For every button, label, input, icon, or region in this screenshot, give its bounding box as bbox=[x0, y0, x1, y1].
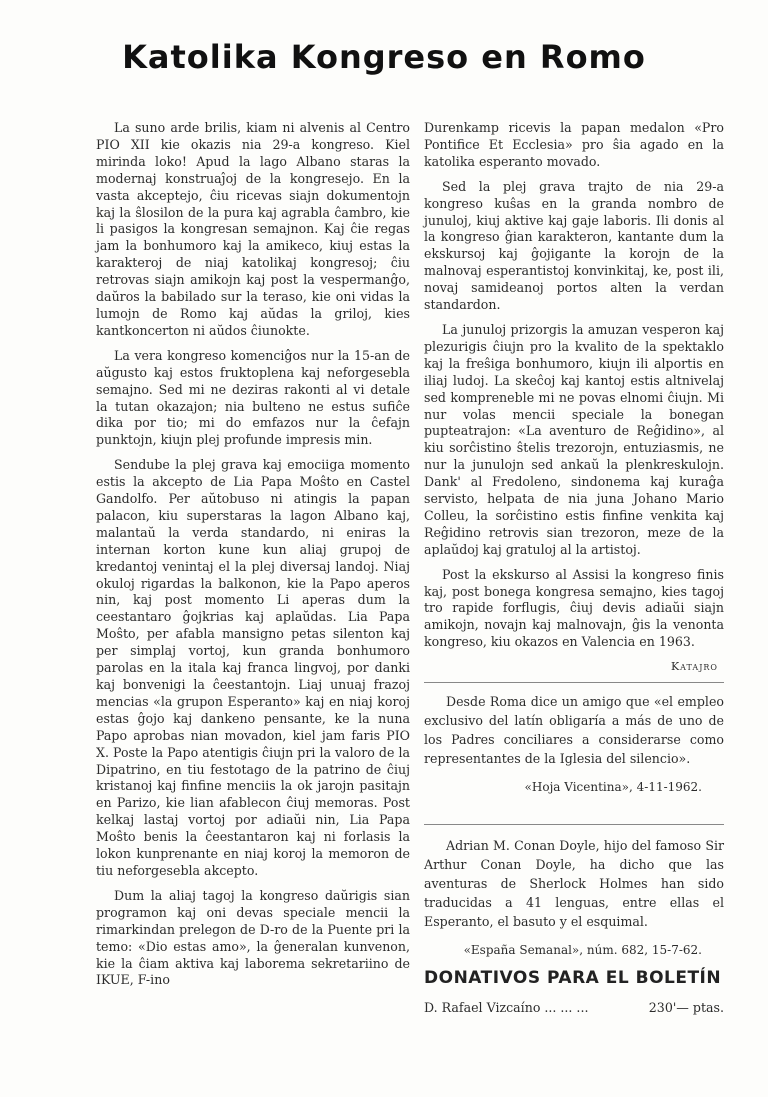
article-paragraph: Durenkamp ricevis la papan medalon «Pro Pontifice Et Ecclesia» pro ŝia agado en la katolika esperanto movado. bbox=[424, 120, 724, 169]
note-text: Desde Roma dice un amigo que «el empleo exclusivo del latín obligaría a más de uno de los Padres conciliares a considerarse como representantes de la Iglesia del silencio». bbox=[424, 694, 724, 766]
donation-amount: 230'— ptas. bbox=[648, 1000, 724, 1015]
note-conan-doyle bbox=[424, 836, 724, 960]
note-roma bbox=[424, 692, 724, 797]
article-paragraph: Dum la aliaj tagoj la kongreso daŭrigis sian programon kaj oni devas speciale mencii la rimarkindan prelegon de D-ro de la Puente pri la temo: «Dio estas amo», la ĝeneralan kunvenon, kie la ĉiam aktiva kaj laborema sekretariino de IKUE, F-ino bbox=[96, 887, 410, 988]
donation-row bbox=[424, 1000, 724, 1015]
article-paragraph: La junuloj prizorgis la amuzan vesperon kaj plezurigis ĉiujn pro la kvalito de la spektaklo kaj la freŝiga bonhumoro, kiujn ili alportis en iliaj ludoj. La skeĉoj kaj kantoj estis altnivelaj sed kompreneble mi ne povas elnomi ĉiujn. Mi nur volas mencii speciale la bonegan pupteatrajon: «La aventuro de Reĝidino», al kiu sorĉistino ŝtelis trezorojn, entuziasmis, ne nur la junulojn sed ankaŭ la plenkreskulojn. Dank' al Fredoleno, sindonema kaj kuraĝa servisto, helpata de nia juna Johano Mario Colleu, la sorĉistino estis finfine venkita kaj Reĝidino retrovis sian trezoron, meze de la aplaŭdoj kaj gratuloj al la artistoj. bbox=[424, 321, 724, 557]
note-text: Adrian M. Conan Doyle, hijo del famoso Sir Arthur Conan Doyle, ha dicho que las aventuras de Sherlock Holmes han sido traducidas a 41 lenguas, entre ellas el Esperanto, el basuto y el esquimal. bbox=[424, 838, 724, 929]
article-left-column bbox=[96, 120, 410, 997]
article-paragraph: La vera kongreso komenciĝos nur la 15-an de aŭgusto kaj estos fruktoplena kaj neforgesebla semajno. Sed mi ne deziras rakonti al vi detale la tutan okazajon; nia bulteno ne estus sufiĉe dika por tio; mi do emfazos nur la ĉefajn punktojn, kiujn plej profunde impresis min. bbox=[96, 347, 410, 448]
donations-heading: DONATIVOS PARA EL BOLETÍN bbox=[424, 968, 722, 988]
divider bbox=[424, 682, 724, 683]
article-paragraph: Sed la plej grava trajto de nia 29-a kongreso kuŝas en la granda nombro de junuloj, kiuj aktive kaj gaje laboris. Ili donis al la kongreso ĝian karakteron, kantante dum la ekskursoj kaj ĝojigante la korojn de la malnovaj esperantistoj konvinkitaj, ke, post ili, novaj samideanoj portos alten la verdan standardon. bbox=[424, 178, 724, 313]
donor-name: D. Rafael Vizcaíno ... ... ... bbox=[424, 1000, 589, 1015]
article-right-column bbox=[424, 120, 724, 676]
divider bbox=[424, 824, 724, 825]
article-paragraph: Post la ekskurso al Assisi la kongreso finis kaj, post bonega kongresa semajno, kies tagoj tro rapide forflugis, ĉiuj devis adiaŭi siajn amikojn, novajn kaj malnovajn, ĝis la venonta kongreso, kiu okazos en Valencia en 1963. bbox=[424, 566, 724, 650]
article-signature: Katajro bbox=[670, 660, 718, 674]
article-paragraph: La suno arde brilis, kiam ni alvenis al Centro PIO XII kie okazis nia 29-a kongreso. Kiel mirinda loko! Apud la lago Albano staras la modernaj konstruaĵoj de la kongresejo. En la vasta akceptejo, ĉiu ricevas siajn dokumentojn kaj la ŝlosilon de la pura kaj agrabla ĉambro, kie li pasigos la kongresan semajnon. Kaj ĉie regas jam la bonhumoro kaj la amikeco, kiuj estas la karakteroj de niaj katolikaj kongresoj; ĉiu retrovas siajn amikojn kaj post la vespermanĝo, daŭros la babilado sur la teraso, kie oni vidas la lumojn de Romo kaj aŭdas la griloj, kies kantkoncerton ni aŭdos ĉiunokte. bbox=[96, 120, 410, 338]
article-paragraph: Sendube la plej grava kaj emociiga momento estis la akcepto de Lia Papa Moŝto en Castel Gandolfo. Per aŭtobuso ni atingis la papan palacon, kiu superstaras la lagon Albano kaj, malantaŭ la verda standardo, ni eniras la internan korton kune kun aliaj grupoj de kredantoj venintaj el la plej diversaj landoj. Niaj okuloj rigardas la balkonon, kie la Papo aperos nin, kaj post momento Li aperas dum la ceestantaro ĝojkrias kaj aplaŭdas. Lia Papa Moŝto, per afabla mansigno petas silenton kaj per simplaj vortoj, kun granda bonhumoro parolas en la itala kaj franca lingvoj, por danki kaj bonvenigi la ĉeestantojn. Liaj unuaj frazoj mencias «la grupon Esperanto» kaj en niaj koroj estas ĝojo kaj dankeno pensante, ke la nuna Papo aprobas nian movadon, kiel jam faris PIO X. Poste la Papo atentigis ĉiujn pri la valoro de la Dipatrino, en tiu festotago de la patrino de ĉiuj kristanoj kaj finfine menciis la ok jarojn pasitajn en Parizo, kie lian afablecon ĉiuj memoras. Post kelkaj lastaj vortoj por adiaŭi nin, Lia Papa Moŝto benis la ĉeestantaron kaj ni forlasis la lokon kunprenante en niaj koroj la memoron de tiu neforgesebla akcepto. bbox=[96, 457, 410, 878]
note-source: «España Semanal», núm. 682, 15-7-62. bbox=[463, 943, 702, 957]
note-source: «Hoja Vicentina», 4-11-1962. bbox=[524, 780, 702, 794]
article-title: Katolika Kongreso en Romo bbox=[122, 38, 646, 76]
